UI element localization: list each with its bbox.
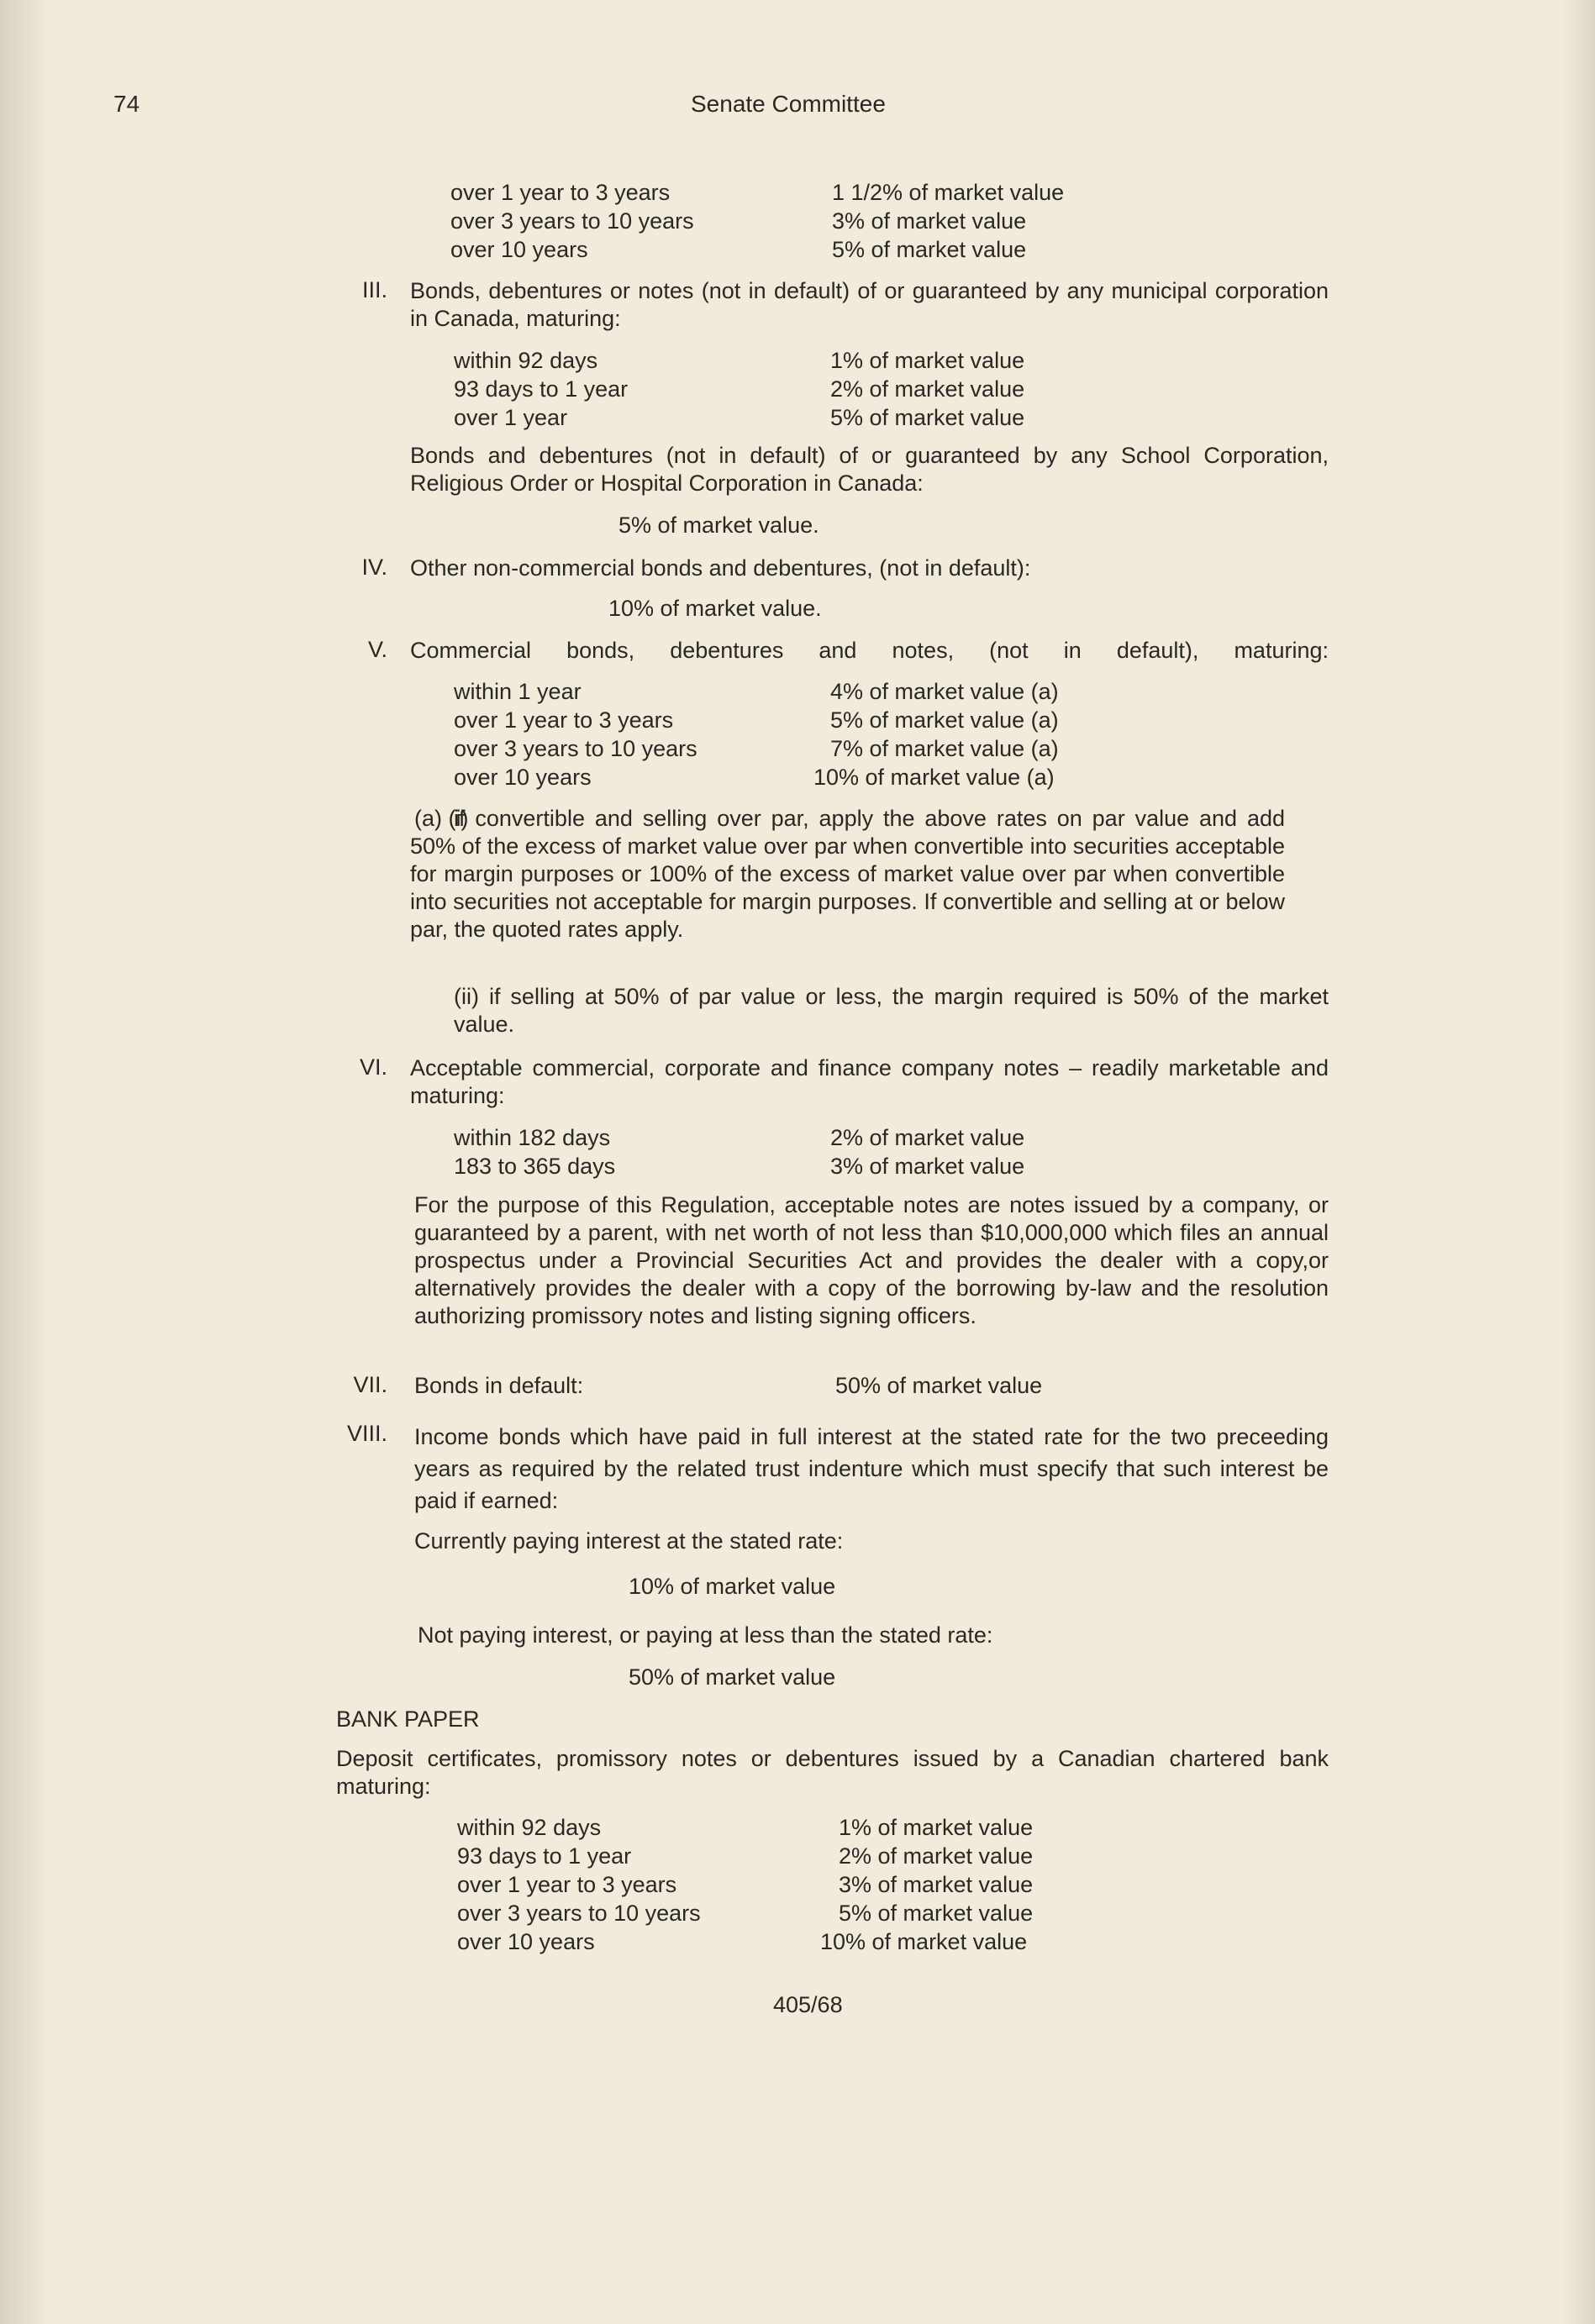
term-cell: over 3 years to 10 years [457, 1901, 701, 1926]
not-paying-text: Not paying interest, or paying at less than the stated rate: [418, 1622, 993, 1648]
table-row [454, 736, 1210, 764]
section-numeral: VI. [359, 1054, 387, 1080]
section-numeral: III. [361, 277, 387, 302]
section-vi-text: Acceptable commercial, corporate and finance company notes – readily marketable and maturing: [410, 1055, 1329, 1108]
rate-cell: 5% of market value (a) [830, 707, 1059, 733]
table-row [457, 1843, 1213, 1871]
note-a-i-text: if convertible and selling over par, apply the above rates on par value and add 50% of the excess of market value over par when convertible into securities acceptable for margin purposes or 100% of the excess of market value over par when convertible into securities not acceptable for margin purposes. If convertible and selling at or below par, the quoted rates apply. [410, 806, 1285, 942]
table-row [454, 679, 1210, 707]
term-cell: over 10 years [450, 237, 588, 262]
section-numeral: IV. [361, 555, 387, 580]
section-iv-text: Other non-commercial bonds and debentures, (not in default): [410, 555, 1031, 581]
table-row [457, 1815, 1213, 1843]
table-row [454, 1125, 1210, 1153]
table-row [450, 237, 1207, 265]
rate-cell: 5% of market value [830, 405, 1025, 430]
section-vii-rate: 50% of market value [835, 1373, 1043, 1398]
term-cell: over 10 years [454, 765, 592, 790]
page-binding-shadow [0, 0, 50, 2324]
term-cell: over 3 years to 10 years [454, 736, 697, 761]
section-numeral: VII. [353, 1372, 387, 1397]
rate-cell: 1 1/2% of market value [832, 180, 1065, 205]
page-edge-shadow [1561, 0, 1595, 2324]
table-row [454, 1154, 1210, 1181]
section-iv-rate: 10% of market value. [608, 596, 822, 621]
table-row [454, 405, 1210, 433]
bank-paper-heading: BANK PAPER [336, 1706, 480, 1732]
term-cell: within 92 days [454, 348, 598, 373]
note-a-label: (a) (i) [414, 806, 469, 831]
acceptable-notes-definition: For the purpose of this Regulation, acceptable notes are notes issued by a company, or guaranteed by a parent, with net worth of not less than $10,000,000 which files an annual prospectus under a Provincial Securities Act and provides the dealer with a copy,or alternatively provides the dealer with a copy of the borrowing by-law and the resolution authorizing promissory notes and listing signing officers. [414, 1192, 1329, 1328]
term-cell: over 1 year [454, 405, 568, 430]
rate-cell: 2% of market value [830, 1125, 1025, 1150]
term-cell: over 1 year to 3 years [450, 180, 671, 205]
not-paying-rate: 50% of market value [629, 1664, 836, 1690]
section-viii-text: Income bonds which have paid in full interest at the stated rate for the two preceeding years as required by the related trust indenture which must specify that such interest be paid if earned: [414, 1424, 1329, 1513]
term-cell: 93 days to 1 year [454, 376, 629, 402]
section-v-text: Commercial bonds, debentures and notes, (not in default), maturing: [410, 638, 1329, 663]
term-cell: within 1 year [454, 679, 582, 704]
rate-cell: 7% of market value (a) [830, 736, 1059, 761]
term-cell: 183 to 365 days [454, 1154, 616, 1179]
rate-cell: 4% of market value (a) [830, 679, 1059, 704]
rate-cell: 2% of market value [830, 376, 1025, 402]
rate-cell: 3% of market value [832, 208, 1027, 234]
table-row [454, 707, 1210, 735]
section-numeral: VIII. [346, 1421, 387, 1446]
term-cell: over 10 years [457, 1929, 595, 1954]
currently-paying-text: Currently paying interest at the stated rate: [414, 1528, 844, 1554]
rate-cell: 5% of market value [839, 1901, 1034, 1926]
rate-cell: 2% of market value [839, 1843, 1034, 1869]
table-row [457, 1901, 1213, 1928]
school-bonds-rate: 5% of market value. [619, 513, 819, 538]
table-row [457, 1929, 1213, 1957]
term-cell: over 3 years to 10 years [450, 208, 694, 234]
section-vii-text: Bonds in default: [414, 1373, 584, 1398]
term-cell: over 1 year to 3 years [457, 1872, 677, 1897]
term-cell: within 182 days [454, 1125, 611, 1150]
table-row [454, 376, 1210, 404]
section-iii-text: Bonds, debentures or notes (not in default) of or guaranteed by any municipal corporation in Canada, maturing: [410, 278, 1329, 331]
school-bonds-text: Bonds and debentures (not in default) of or guaranteed by any School Corporation, Religious Order or Hospital Corporation in Canada: [410, 443, 1329, 496]
rate-cell: 3% of market value [830, 1154, 1025, 1179]
currently-paying-rate: 10% of market value [629, 1574, 836, 1599]
table-row [450, 208, 1207, 236]
bank-paper-text: Deposit certificates, promissory notes or debentures issued by a Canadian chartered bank maturing: [336, 1746, 1329, 1799]
table-row [454, 348, 1210, 376]
rate-cell: 5% of market value [832, 237, 1027, 262]
rate-cell: 10% of market value [820, 1929, 1028, 1954]
page-number: 74 [113, 91, 140, 117]
table-row [450, 180, 1207, 208]
regulation-code: 405/68 [773, 1992, 843, 2017]
rate-cell: 1% of market value [839, 1815, 1034, 1840]
term-cell: within 92 days [457, 1815, 602, 1840]
section-numeral: V. [367, 637, 387, 662]
table-row [457, 1872, 1213, 1900]
rate-cell: 3% of market value [839, 1872, 1034, 1897]
note-a-ii-text: (ii) if selling at 50% of par value or less, the margin required is 50% of the market value. [454, 984, 1329, 1037]
rate-cell: 1% of market value [830, 348, 1025, 373]
table-row [454, 765, 1210, 792]
rate-cell: 10% of market value (a) [813, 765, 1055, 790]
term-cell: over 1 year to 3 years [454, 707, 674, 733]
term-cell: 93 days to 1 year [457, 1843, 632, 1869]
page-title: Senate Committee [691, 91, 886, 117]
